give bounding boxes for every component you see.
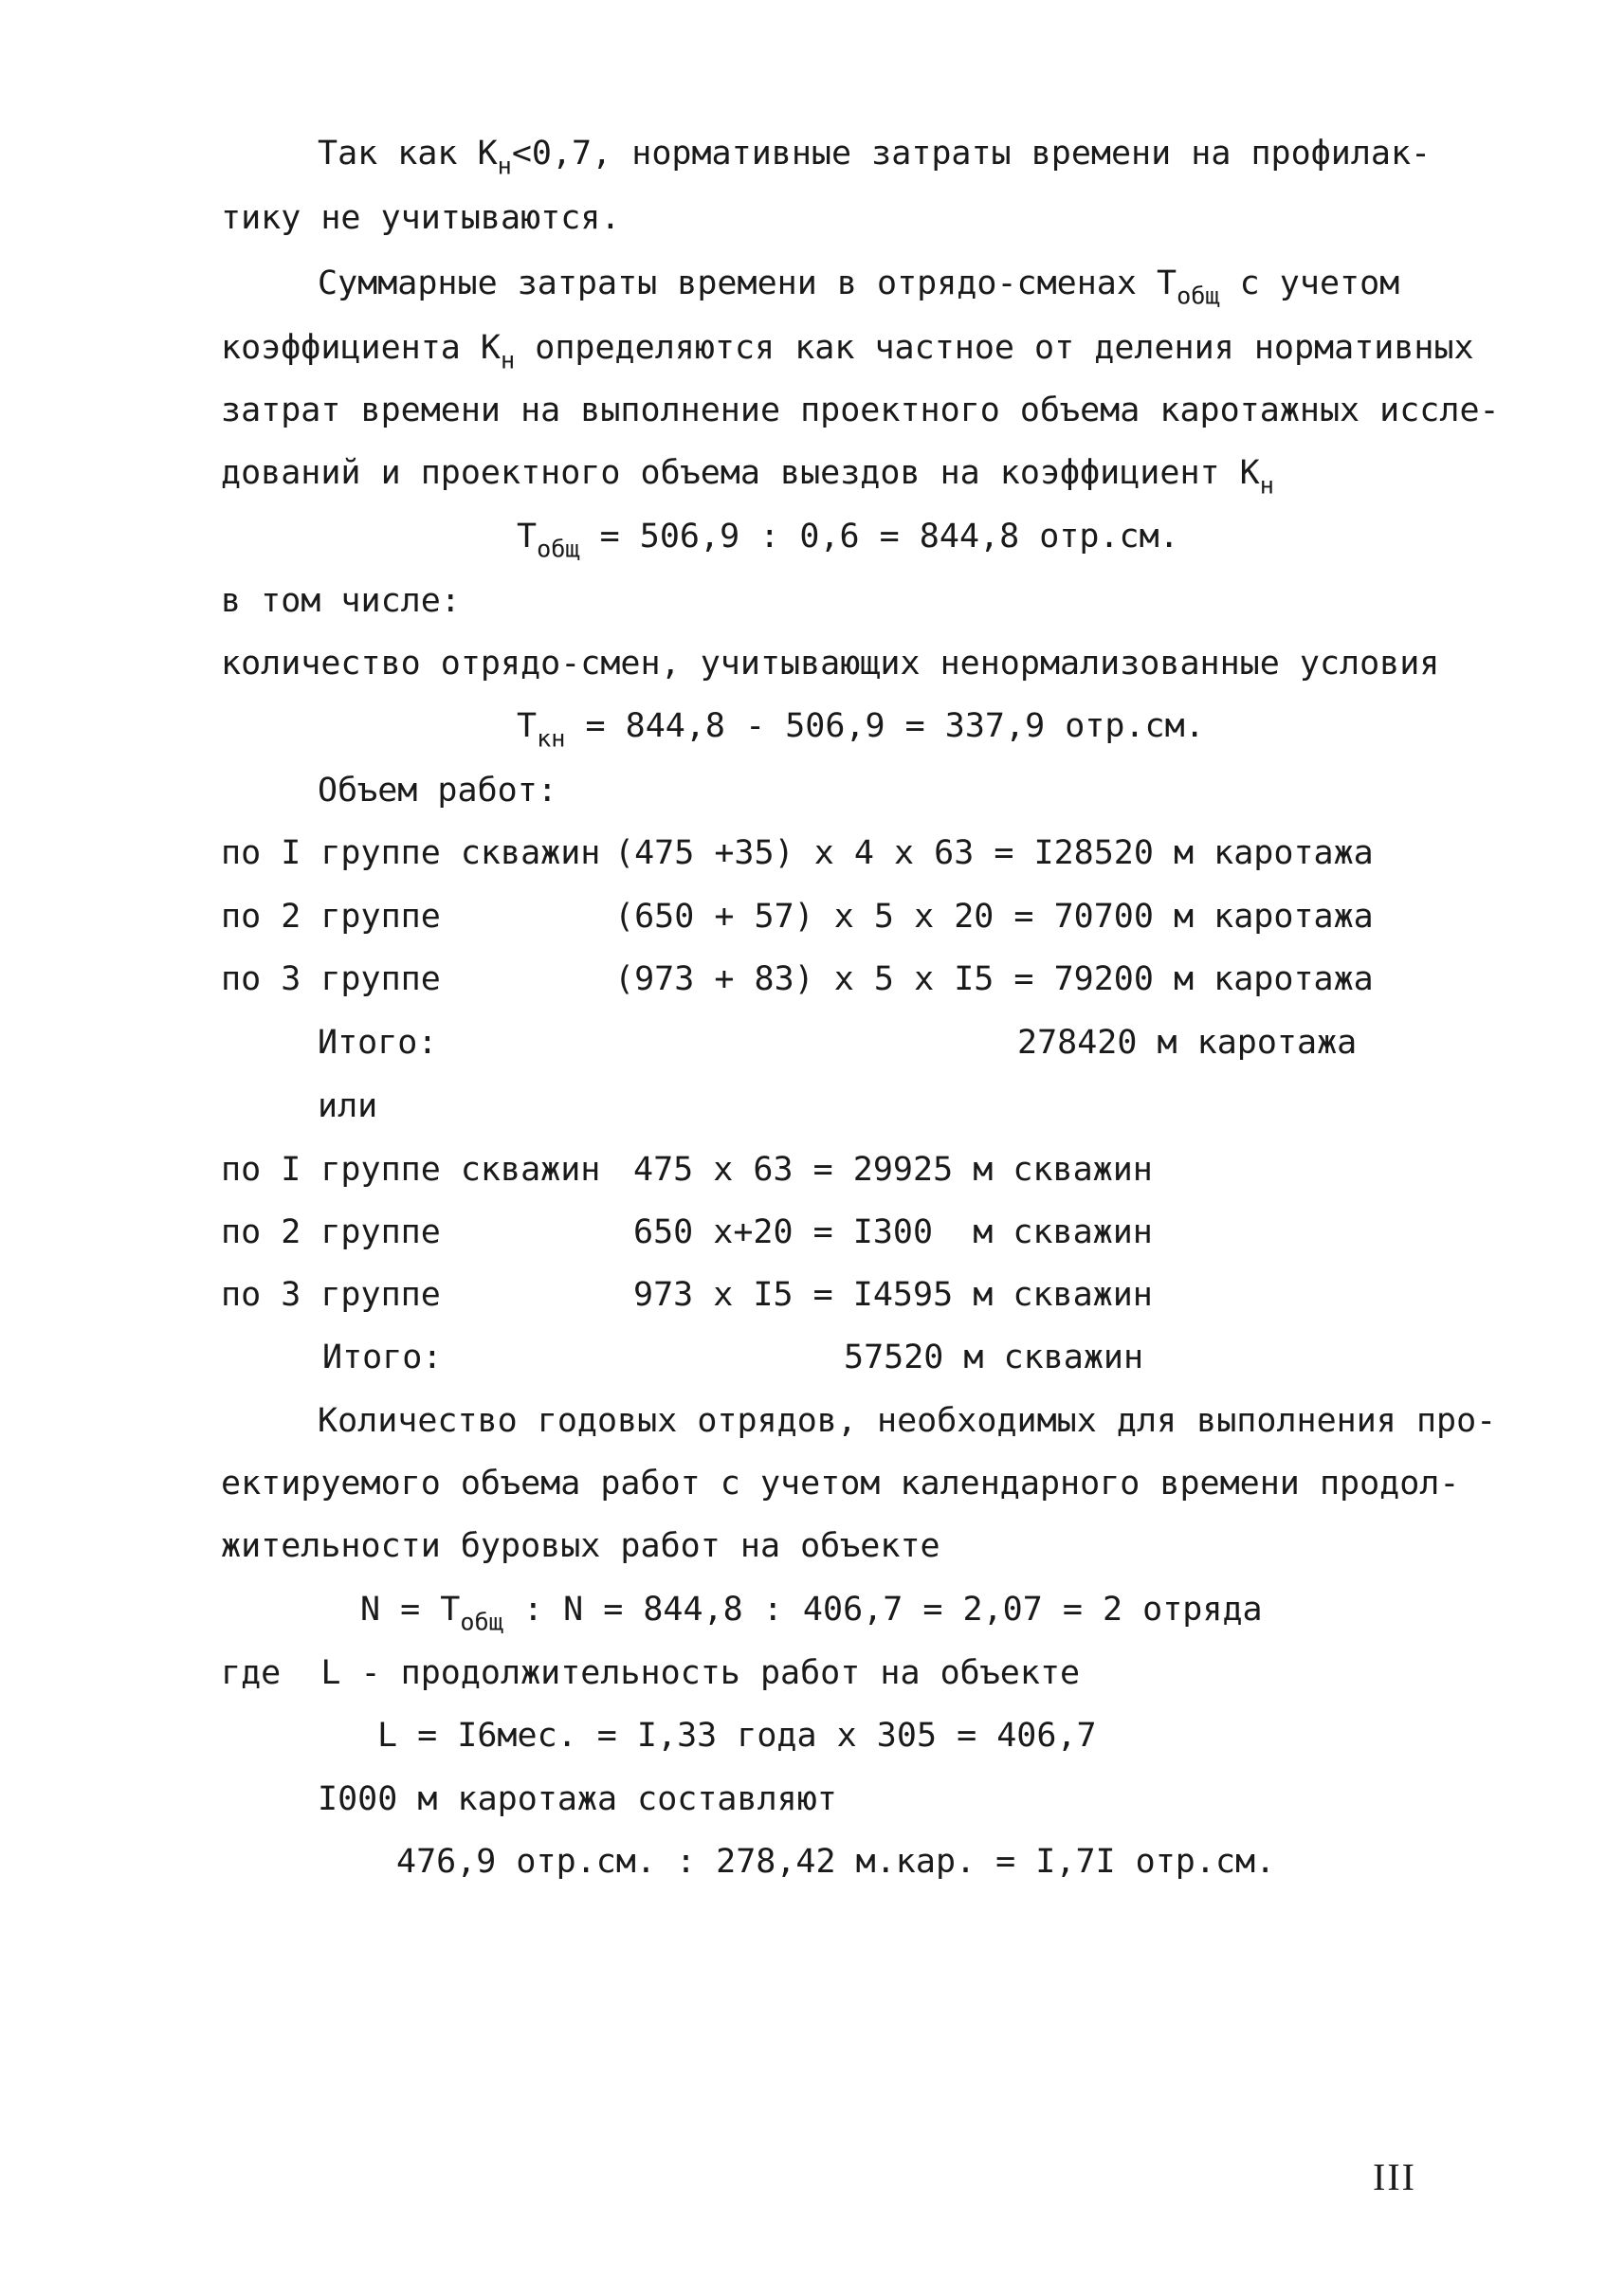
formula-result: 476,9 отр.см. : 278,42 м.кар. = I,7I отр.см.: [396, 1843, 1276, 1881]
para3-line2: ектируемого объема работ с учетом календарного времени продол-: [221, 1465, 1460, 1503]
para2-line3: затрат времени на выполнение проектного объема каротажных иссле-: [221, 392, 1500, 429]
ili: или: [318, 1087, 378, 1125]
group3-label: по 3 группе: [221, 960, 441, 998]
para1-line2: тику не учитываются.: [221, 199, 621, 237]
line-kolichestvo: количество отрядо-смен, учитывающих ненормализованные условия: [221, 645, 1440, 683]
formula-n: $N = Т_{общ}$ : N = 844,8 : 406,7 = 2,07 = 2 отряда: [360, 1591, 1263, 1636]
para2-line1: Суммарные затраты времени в отрядо-сменах $Т_{общ}$ с учетом: [318, 264, 1400, 310]
skv-group2-label: по 2 группе: [221, 1213, 441, 1251]
para3-line1: Количество годовых отрядов, необходимых для выполнения про-: [318, 1402, 1497, 1440]
group1-label: по I группе скважин: [221, 834, 601, 872]
skv-group3-label: по 3 группе: [221, 1276, 441, 1314]
skv-group1-calc: 475 х 63 = 29925 м скважин: [633, 1151, 1153, 1189]
obem-rabot: Объем работ:: [318, 772, 557, 810]
para2-line2: коэффициента $К_н$ определяются как частное от деления нормативных: [221, 329, 1474, 374]
itogo-karotazh-value: 278420 м каротажа: [1017, 1024, 1358, 1062]
group2-calc: (650 + 57) х 5 х 20 = 70700 м каротажа: [614, 898, 1374, 936]
formula-t-obsh: $Т_{общ} = 506,9$ : 0,6 = 844,8 отр.см.: [517, 518, 1179, 563]
formula-t-kn: $Т_{кн} = 844,8 - 506,9 = 337,9$ отр.см.: [517, 707, 1205, 753]
line-v-tom-chisle: в том числе:: [221, 582, 461, 620]
skv-group2-calc: 650 х+20 = I300 м скважин: [633, 1213, 1153, 1251]
group3-calc: (973 + 83) х 5 х I5 = 79200 м каротажа: [614, 960, 1374, 998]
formula-l: L = I6мес. = I,33 года х 305 = 406,7: [377, 1717, 1097, 1755]
itogo-skv-value: 57520 м скважин: [844, 1339, 1144, 1376]
line-gde: где L - продолжительность работ на объекте: [221, 1654, 1081, 1692]
skv-group1-label: по I группе скважин: [221, 1151, 601, 1189]
itogo-karotazh-label: Итого:: [318, 1024, 438, 1062]
para2-line4: дований и проектного объема выездов на коэффициент $К_н$: [221, 454, 1274, 500]
line-1000m: I000 м каротажа составляют: [318, 1780, 837, 1818]
para3-line3: жительности буровых работ на объекте: [221, 1527, 940, 1565]
group2-label: по 2 группе: [221, 898, 441, 936]
skv-group3-calc: 973 х I5 = I4595 м скважин: [633, 1276, 1153, 1314]
group1-calc: (475 +35) х 4 х 63 = I28520 м каротажа: [614, 834, 1374, 872]
itogo-skv-label: Итого:: [322, 1339, 443, 1376]
para1-line1: Так как $К_н<0,7$, нормативные затраты времени на профилак-: [318, 135, 1432, 180]
page-number: III: [1373, 2156, 1416, 2198]
